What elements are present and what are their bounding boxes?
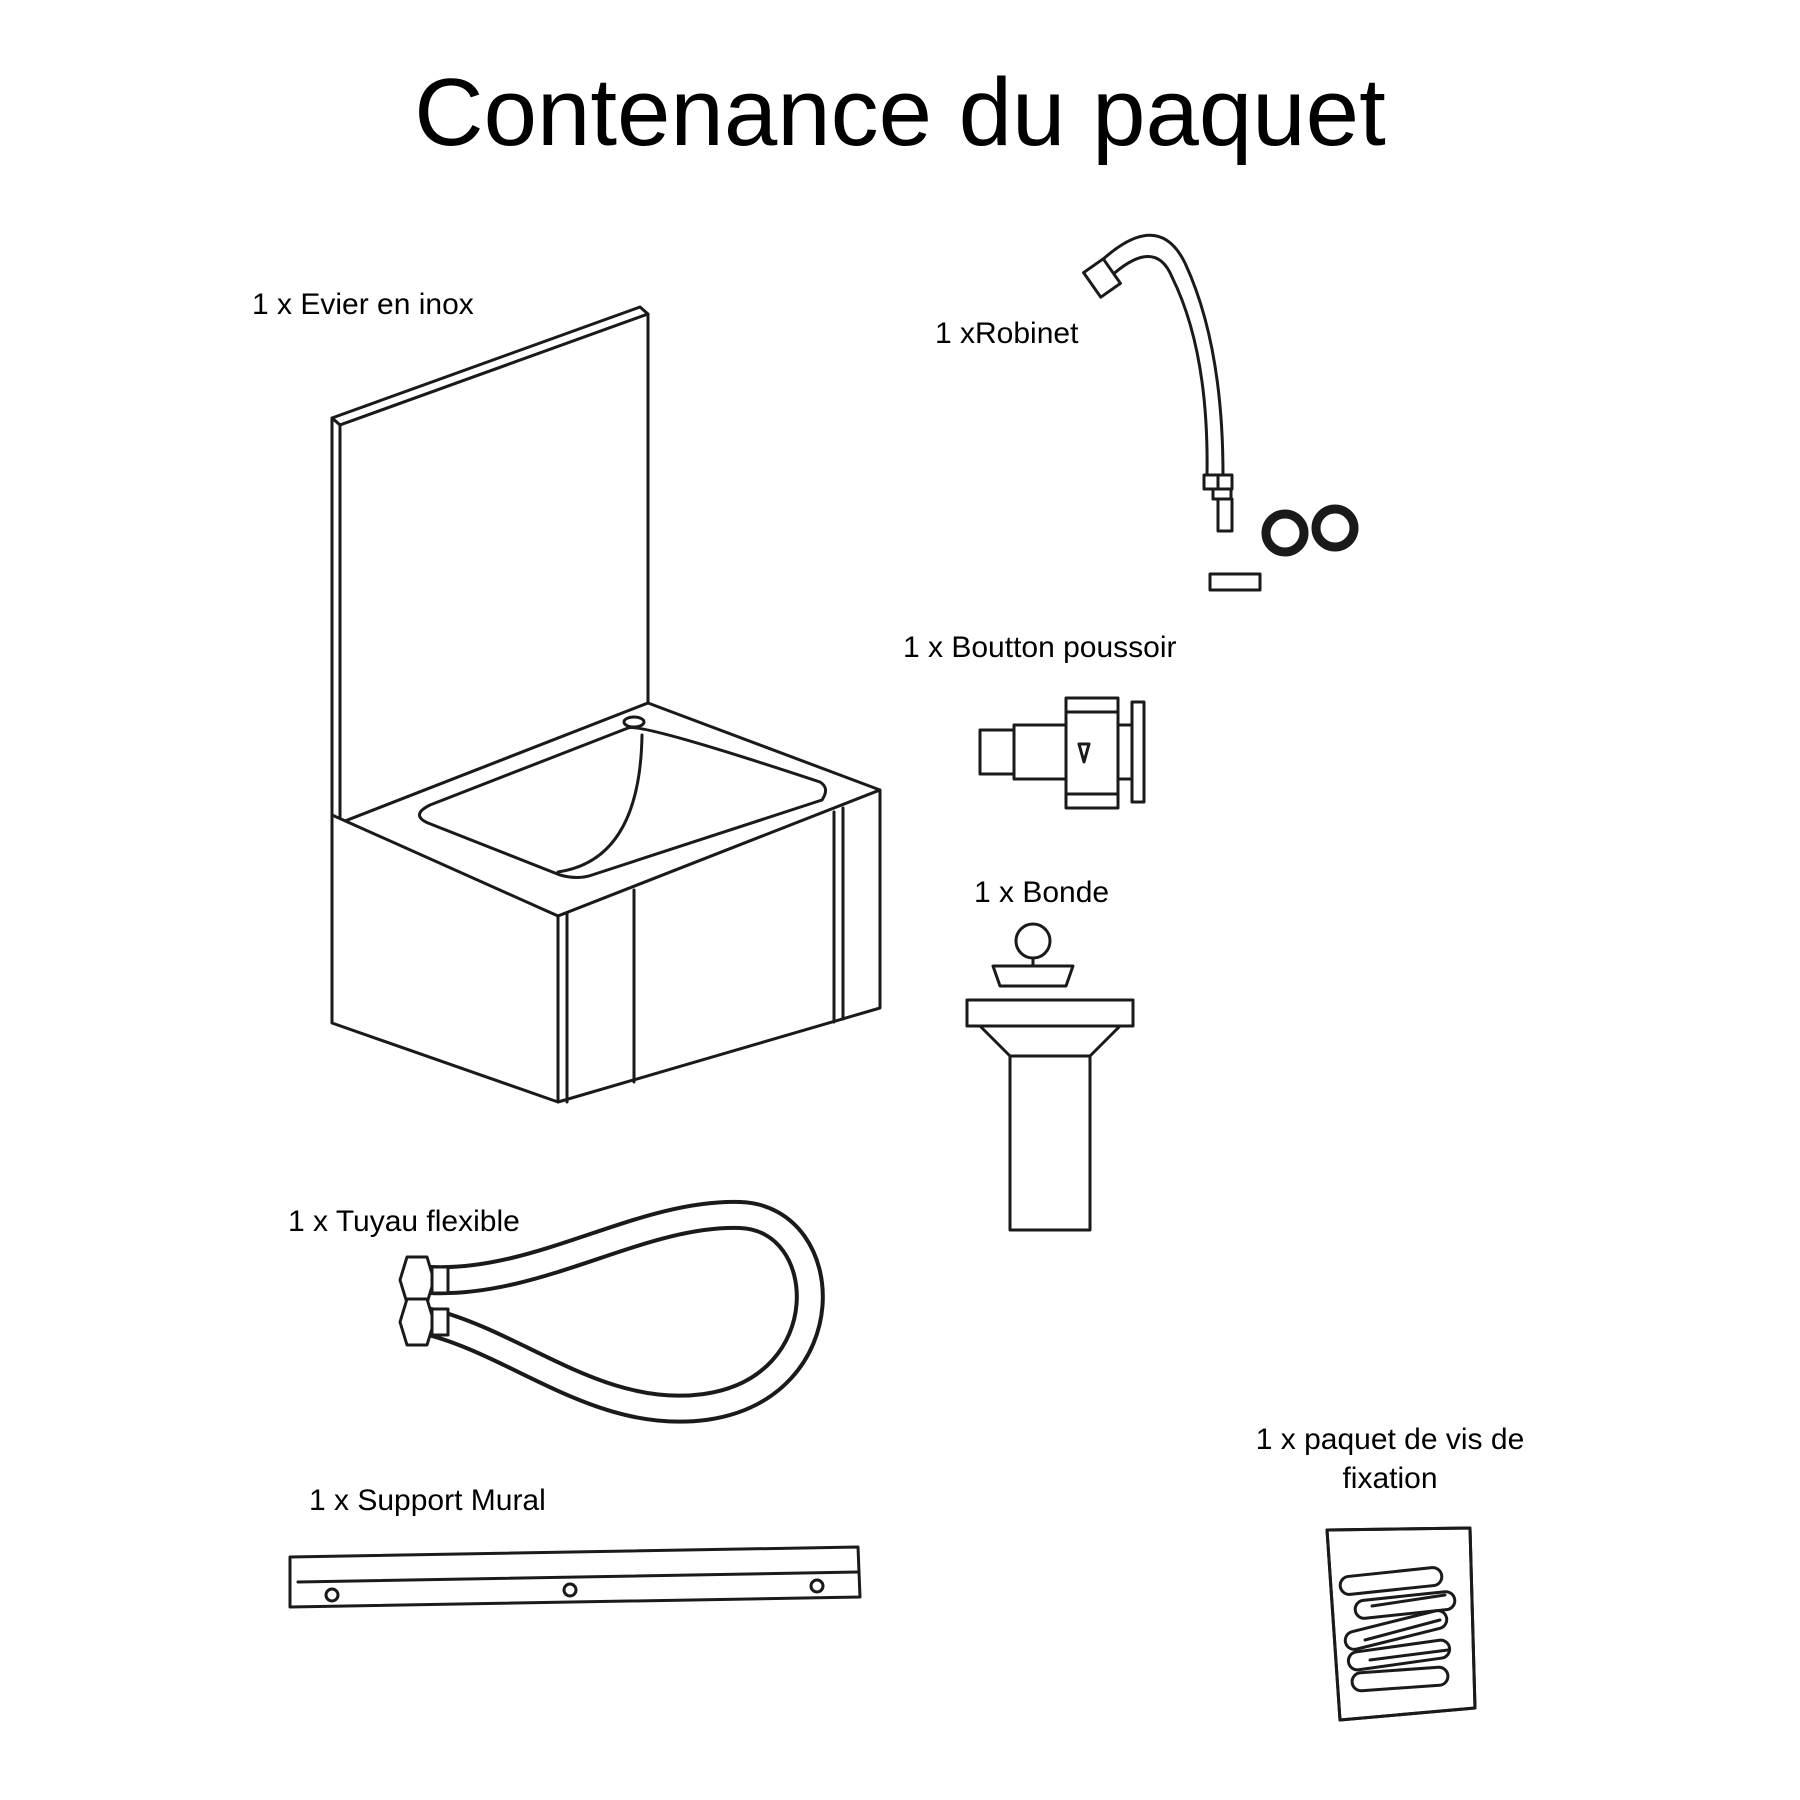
wall-bracket-drawing [290, 1547, 860, 1607]
label-hose: 1 x Tuyau flexible [288, 1205, 520, 1238]
label-screws: 1 x paquet de vis de fixation [1255, 1423, 1525, 1495]
label-drain: 1 x Bonde [974, 876, 1110, 909]
push-valve-drawing [980, 698, 1144, 808]
label-bracket: 1 x Support Mural [309, 1484, 546, 1517]
label-sink: 1 x Evier en inox [252, 288, 474, 321]
faucet-drawing [1084, 235, 1354, 590]
label-push-button: 1 x Boutton poussoir [903, 631, 1177, 664]
label-faucet: 1 xRobinet [935, 317, 1079, 350]
screw-bag-drawing [1327, 1528, 1475, 1720]
drain-plug-drawing [967, 924, 1133, 1230]
flexible-hose-drawing [400, 1215, 810, 1409]
page-title: Contenance du paquet [414, 59, 1386, 166]
stainless-sink-drawing [332, 307, 880, 1102]
